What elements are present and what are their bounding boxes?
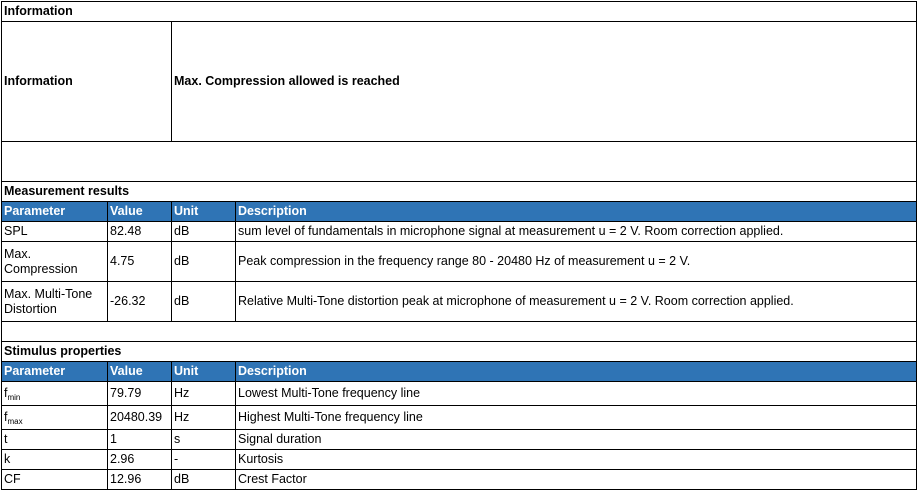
- description-cell: sum level of fundamentals in microphone signal at measurement u = 2 V. Room correction applied.: [236, 222, 917, 242]
- information-heading-row: [2, 2, 917, 22]
- parameter-subscript: max: [7, 417, 23, 426]
- table-row: [2, 382, 917, 406]
- unit-cell: dB: [172, 242, 236, 282]
- parameter-symbol: f: [4, 410, 8, 424]
- information-row: [2, 22, 917, 142]
- table-row: [2, 282, 917, 322]
- description-cell: Kurtosis: [236, 450, 917, 470]
- description-cell: Lowest Multi-Tone frequency line: [236, 382, 917, 406]
- column-header-unit: Unit: [172, 202, 236, 222]
- stimulus-properties-heading: Stimulus properties: [2, 342, 917, 362]
- description-cell: Highest Multi-Tone frequency line: [236, 406, 917, 430]
- unit-cell: dB: [172, 470, 236, 490]
- column-header-parameter: Parameter: [2, 202, 108, 222]
- parameter-cell: CF: [2, 470, 108, 490]
- parameter-cell: t: [2, 430, 108, 450]
- column-header-unit: Unit: [172, 362, 236, 382]
- unit-cell: dB: [172, 282, 236, 322]
- parameter-subscript: min: [7, 393, 21, 402]
- measurement-heading-row: [2, 182, 917, 202]
- value-cell: 12.96: [108, 470, 172, 490]
- value-cell: -26.32: [108, 282, 172, 322]
- parameter-cell: Max. Compression: [2, 242, 108, 282]
- value-cell: 4.75: [108, 242, 172, 282]
- unit-cell: dB: [172, 222, 236, 242]
- value-cell: 79.79: [108, 382, 172, 406]
- table-row: [2, 430, 917, 450]
- parameter-symbol: f: [4, 386, 8, 400]
- stimulus-column-headers: [2, 362, 917, 382]
- spacer-row: [2, 322, 917, 342]
- information-heading: Information: [2, 2, 917, 22]
- column-header-parameter: Parameter: [2, 362, 108, 382]
- column-header-description: Description: [236, 362, 917, 382]
- description-cell: Signal duration: [236, 430, 917, 450]
- parameter-cell: SPL: [2, 222, 108, 242]
- description-cell: Peak compression in the frequency range 80 - 20480 Hz of measurement u = 2 V.: [236, 242, 917, 282]
- empty-cell: [2, 142, 917, 182]
- parameter-cell: [2, 406, 108, 430]
- column-header-value: Value: [108, 202, 172, 222]
- column-header-value: Value: [108, 362, 172, 382]
- value-cell: 2.96: [108, 450, 172, 470]
- table-row: [2, 406, 917, 430]
- value-cell: 20480.39: [108, 406, 172, 430]
- parameter-cell: Max. Multi-Tone Distortion: [2, 282, 108, 322]
- measurement-column-headers: [2, 202, 917, 222]
- information-label: Information: [2, 22, 172, 142]
- parameter-cell: [2, 382, 108, 406]
- table-row: [2, 470, 917, 490]
- table-row: [2, 242, 917, 282]
- unit-cell: s: [172, 430, 236, 450]
- measurement-results-heading: Measurement results: [2, 182, 917, 202]
- column-header-description: Description: [236, 202, 917, 222]
- unit-cell: Hz: [172, 406, 236, 430]
- unit-cell: Hz: [172, 382, 236, 406]
- parameter-cell: k: [2, 450, 108, 470]
- value-cell: 1: [108, 430, 172, 450]
- description-cell: Crest Factor: [236, 470, 917, 490]
- table-row: [2, 222, 917, 242]
- table-row: [2, 450, 917, 470]
- description-cell: Relative Multi-Tone distortion peak at microphone of measurement u = 2 V. Room correction applied.: [236, 282, 917, 322]
- spacer-row: [2, 142, 917, 182]
- unit-cell: -: [172, 450, 236, 470]
- information-message: Max. Compression allowed is reached: [172, 22, 917, 142]
- report-sheet: [1, 1, 917, 490]
- empty-cell: [2, 322, 917, 342]
- stimulus-heading-row: [2, 342, 917, 362]
- value-cell: 82.48: [108, 222, 172, 242]
